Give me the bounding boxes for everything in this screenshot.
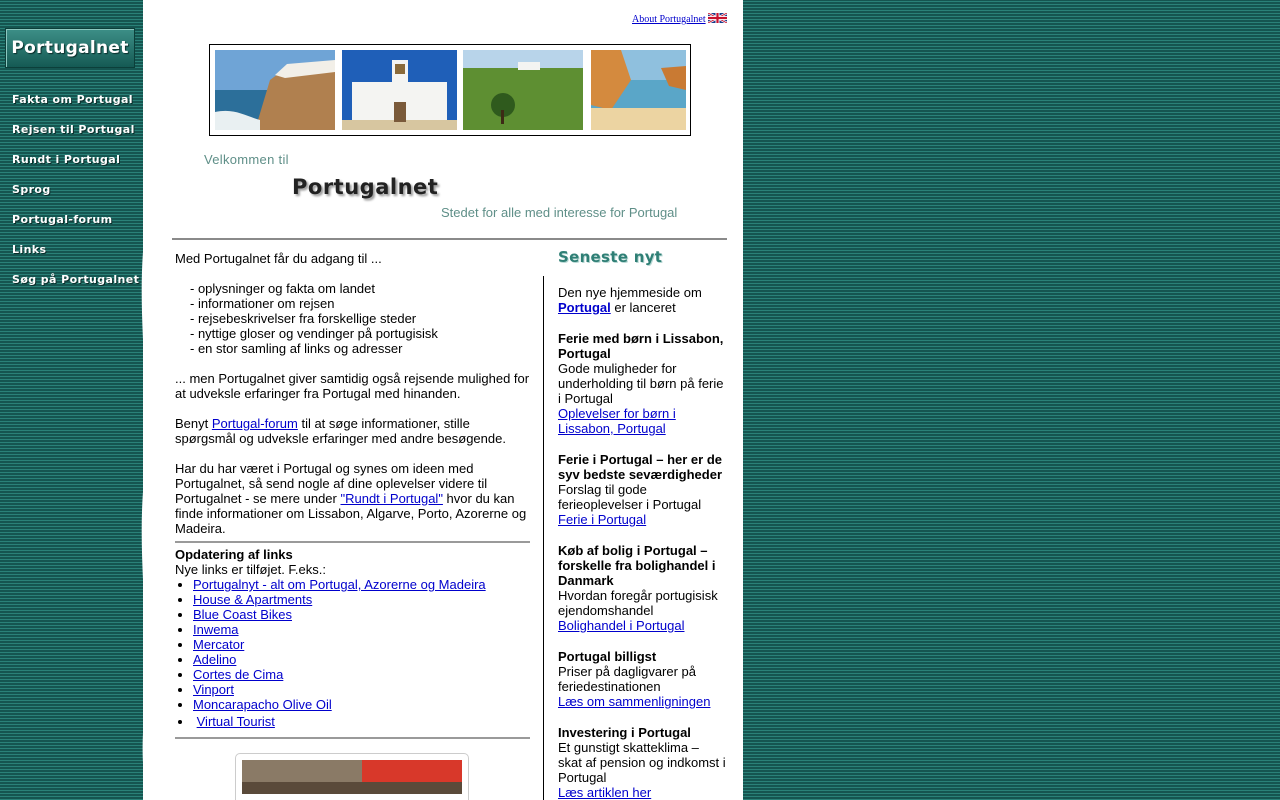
news-portugal-link[interactable]: Portugal (558, 300, 611, 315)
section-divider (175, 541, 530, 543)
news-item (558, 649, 726, 709)
portugal-forum-link[interactable]: Portugal-forum (211, 416, 298, 431)
list-item (193, 682, 530, 697)
nav-item-search[interactable]: Søg på Portugalnet (12, 273, 140, 286)
nav-item-fakta[interactable]: Fakta om Portugal (12, 93, 133, 106)
news-text: Gode muligheder for underholding til børn på ferie i Portugal (558, 361, 724, 406)
link-vinport[interactable]: Vinport (193, 682, 234, 697)
news-title: Ferie i Portugal – her er de syv bedste seværdigheder (558, 452, 723, 482)
bottom-feature-image (242, 760, 462, 794)
rundt-paragraph-pre: Har du har været i Portugal og synes om ideen med Portugalnet, så send nogle af dine oplevelser videre til Portugalnet - se mere under (175, 461, 488, 506)
link-adelino[interactable]: Adelino (193, 652, 237, 667)
link-mercator[interactable]: Mercator (193, 637, 245, 652)
list-item (193, 607, 530, 622)
news-text: Et gunstigt skatteklima – skat af pension og indkomst i Portugal (558, 740, 726, 785)
feature-item: - informationer om rejsen (190, 296, 335, 311)
news-item (558, 331, 726, 436)
list-item (193, 637, 530, 652)
exchange-paragraph: ... men Portugalnet giver samtidig også rejsende mulighed for at udveksle erfaringer fra Portugal med hinanden. (175, 371, 530, 401)
news-link[interactable]: Læs om sammenligningen (558, 694, 711, 709)
feature-item: - rejsebeskrivelser fra forskellige steder (190, 311, 417, 326)
link-house-apartments[interactable]: House & Apartments (193, 592, 313, 607)
section-divider (175, 737, 530, 739)
links-list (175, 577, 530, 729)
forum-paragraph (175, 416, 530, 446)
list-item (193, 667, 530, 682)
news-item (558, 543, 726, 633)
site-logo[interactable]: Portugalnet (5, 28, 135, 68)
news-column (558, 250, 726, 800)
news-title: Ferie med børn i Lissabon, Portugal (558, 331, 724, 361)
white-church-photo (342, 50, 457, 130)
news-item (558, 725, 726, 800)
news-link[interactable]: Oplevelser for børn i Lissabon, Portugal (558, 406, 676, 436)
feature-item: - oplysninger og fakta om landet (190, 281, 375, 296)
uk-flag-icon[interactable] (708, 13, 727, 23)
news-first-post: er lanceret (610, 300, 676, 315)
links-subtext: Nye links er tilføjet. F.eks.: (175, 562, 326, 577)
nav-item-sprog[interactable]: Sprog (12, 183, 51, 196)
forum-paragraph-post: til at søge informationer, stille spørgsmål og udveksle erfaringer med andre besøgende. (175, 416, 506, 446)
column-divider (543, 276, 544, 800)
left-nav (0, 0, 150, 800)
list-item (193, 592, 530, 607)
list-item (193, 577, 530, 592)
news-title: Portugal billigst (558, 649, 657, 664)
wave-edge-left (136, 0, 156, 800)
forum-paragraph-pre: Benyt (175, 416, 212, 431)
coastal-cliff-photo (215, 50, 335, 130)
feature-item: - en stor samling af links og adresser (190, 341, 403, 356)
news-text: Forslag til gode ferieoplevelser i Portugal (558, 482, 702, 512)
list-item (193, 622, 530, 637)
news-link[interactable]: Ferie i Portugal (558, 512, 647, 527)
about-portugalnet-link[interactable]: About Portugalnet (632, 14, 706, 25)
photo-strip (209, 44, 691, 136)
nav-item-rundt[interactable]: Rundt i Portugal (12, 153, 121, 166)
list-item (193, 652, 530, 667)
algarve-beach-photo (591, 50, 686, 130)
countryside-photo (463, 50, 583, 130)
link-cortes-de-cima[interactable]: Cortes de Cima (193, 667, 284, 682)
list-item (193, 697, 530, 712)
tagline: Stedet for alle med interesse for Portugal (441, 205, 678, 220)
feature-list (175, 281, 530, 356)
news-link[interactable]: Læs artiklen her (558, 785, 652, 800)
bottom-feature-box[interactable] (235, 753, 469, 800)
news-link[interactable]: Bolighandel i Portugal (558, 618, 685, 633)
news-text: Priser på dagligvarer på feriedestinationen (558, 664, 697, 694)
nav-item-links[interactable]: Links (12, 243, 47, 256)
link-portugalnyt[interactable]: Portugalnyt - alt om Portugal, Azorerne og Madeira (193, 577, 486, 592)
welcome-title: Portugalnet (292, 175, 439, 199)
intro-text: Med Portugalnet får du adgang til ... (175, 251, 382, 266)
rundt-paragraph (175, 461, 530, 536)
welcome-small-text: Velkommen til (204, 152, 289, 167)
link-virtual-tourist[interactable]: Virtual Tourist (196, 714, 275, 729)
list-item (193, 714, 530, 729)
news-heading: Seneste nyt (558, 248, 663, 266)
news-first-pre: Den nye hjemmeside om (558, 285, 702, 300)
header-divider (172, 238, 727, 240)
link-inwema[interactable]: Inwema (193, 622, 239, 637)
news-title: Investering i Portugal (558, 725, 691, 740)
news-item (558, 452, 726, 527)
link-moncarapacho[interactable]: Moncarapacho Olive Oil (193, 697, 332, 712)
link-blue-coast-bikes[interactable]: Blue Coast Bikes (193, 607, 292, 622)
rundt-paragraph-post: hvor du kan finde informationer om Lissabon, Algarve, Porto, Azorerne og Madeira. (175, 491, 527, 536)
rundt-i-portugal-link[interactable]: "Rundt i Portugal" (340, 491, 443, 506)
news-text: Hvordan foregår portugisisk ejendomshandel (558, 588, 718, 618)
news-title: Køb af bolig i Portugal – forskelle fra bolighandel i Danmark (558, 543, 716, 588)
wave-edge-right (727, 0, 749, 800)
links-heading: Opdatering af links (175, 547, 293, 562)
main-column (175, 251, 530, 743)
nav-item-forum[interactable]: Portugal-forum (12, 213, 113, 226)
news-item (558, 285, 726, 315)
nav-item-rejsen[interactable]: Rejsen til Portugal (12, 123, 135, 136)
feature-item: - nyttige gloser og vendinger på portugisisk (190, 326, 438, 341)
